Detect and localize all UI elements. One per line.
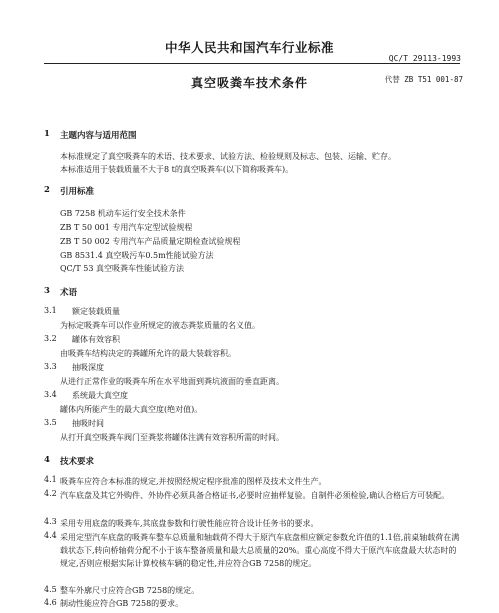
term-number: 3.1 [44, 306, 57, 315]
term-number: 3.2 [44, 334, 57, 343]
reference-item: ZB T 50 002 专用汽车产品质量定期检查试验规程 [60, 237, 241, 246]
section-1-para-1: 本标准规定了真空吸粪车的术语、技术要求、试验方法、检验规则及标志、包装、运输、贮存。 [60, 152, 396, 161]
clause-number: 4.5 [44, 585, 57, 594]
term-description: 从打开真空吸粪车阀门至粪浆将罐体注满有效容积所需的时间。 [60, 433, 284, 442]
term-name: 系统最大真空度 [72, 391, 128, 400]
term-description: 由吸粪车结构决定的粪罐所允许的最大装载容积。 [60, 349, 236, 358]
section-4-number: 4 [44, 455, 50, 465]
replaces-standard: 代替 ZB T51 001-87 [384, 75, 463, 84]
section-3-title: 术语 [60, 288, 78, 298]
reference-item: GB 8531.4 真空吸污车0.5m性能试验方法 [60, 251, 214, 260]
reference-item: QC/T 53 真空吸粪车性能试验方法 [60, 264, 184, 273]
clause-text: 采用专用底盘的吸粪车,其底盘参数和行驶性能应符合设计任务书的要求。 [60, 519, 319, 528]
reference-item: ZB T 50 001 专用汽车定型试验规程 [60, 223, 193, 232]
clause-text: 汽车底盘及其它外购件、外协件必须具备合格证书,必要时应抽样复验。自制件必须检验,确认合格后方可装配。 [60, 491, 450, 500]
term-name: 额定装载质量 [72, 307, 120, 316]
clause-text: 吸粪车应符合本标准的规定,并按照经规定程序批准的图样及技术文件生产。 [60, 477, 327, 486]
header-divider [44, 63, 460, 64]
section-3-number: 3 [44, 286, 50, 296]
section-1-number: 1 [44, 129, 50, 139]
term-number: 3.3 [44, 362, 57, 371]
standard-category-title: 中华人民共和国汽车行业标准 [164, 40, 334, 55]
section-1-para-2: 本标准适用于装载质量不大于8 t的真空吸粪车(以下简称吸粪车)。 [60, 165, 294, 174]
clause-number: 4.3 [44, 517, 57, 526]
term-name: 罐体有效容积 [72, 335, 120, 344]
section-2-title: 引用标准 [60, 187, 95, 197]
clause-number: 4.6 [44, 598, 57, 607]
term-number: 3.4 [44, 390, 57, 399]
section-4-title: 技术要求 [60, 457, 95, 467]
section-2-number: 2 [44, 185, 50, 195]
term-description: 从进行正常作业的吸粪车所在水平地面到粪坑液面的垂直距离。 [60, 377, 284, 386]
clause-text: 采用定型汽车底盘的吸粪车整车总质量和轴载荷不得大于原汽车底盘相应额定参数允许值的1.1倍,前桌轴载荷在满载状态下,转向桥轴荷分配不小于该车整备质量和最大总质量的20%。重心高度不得大于原汽车底盘最大状态时的规定,否则应根据实际计算校核车辆的稳定性,并应符合GB 7258的规定。 [60, 533, 460, 568]
term-name: 抽吸时间 [72, 419, 104, 428]
term-description: 为标定吸粪车可以作业所规定的液态粪浆质量的名义值。 [60, 321, 260, 330]
clause-text: 整车外廓尺寸应符合GB 7258的规定。 [60, 586, 200, 595]
section-1-title: 主题内容与适用范围 [60, 131, 137, 141]
term-description: 罐体内所能产生的最大真空度(绝对值)。 [60, 405, 203, 414]
reference-item: GB 7258 机动车运行安全技术条件 [60, 209, 186, 218]
term-name: 抽吸深度 [72, 363, 104, 372]
clause-text: 制动性能应符合GB 7258的要求。 [60, 599, 184, 608]
document-title: 真空吸粪车技术条件 [190, 76, 308, 90]
term-number: 3.5 [44, 418, 57, 427]
clause-number: 4.2 [44, 489, 57, 498]
clause-number: 4.1 [44, 475, 57, 484]
standard-number: QC/T 29113-1993 [388, 54, 461, 63]
clause-number: 4.4 [44, 531, 57, 540]
